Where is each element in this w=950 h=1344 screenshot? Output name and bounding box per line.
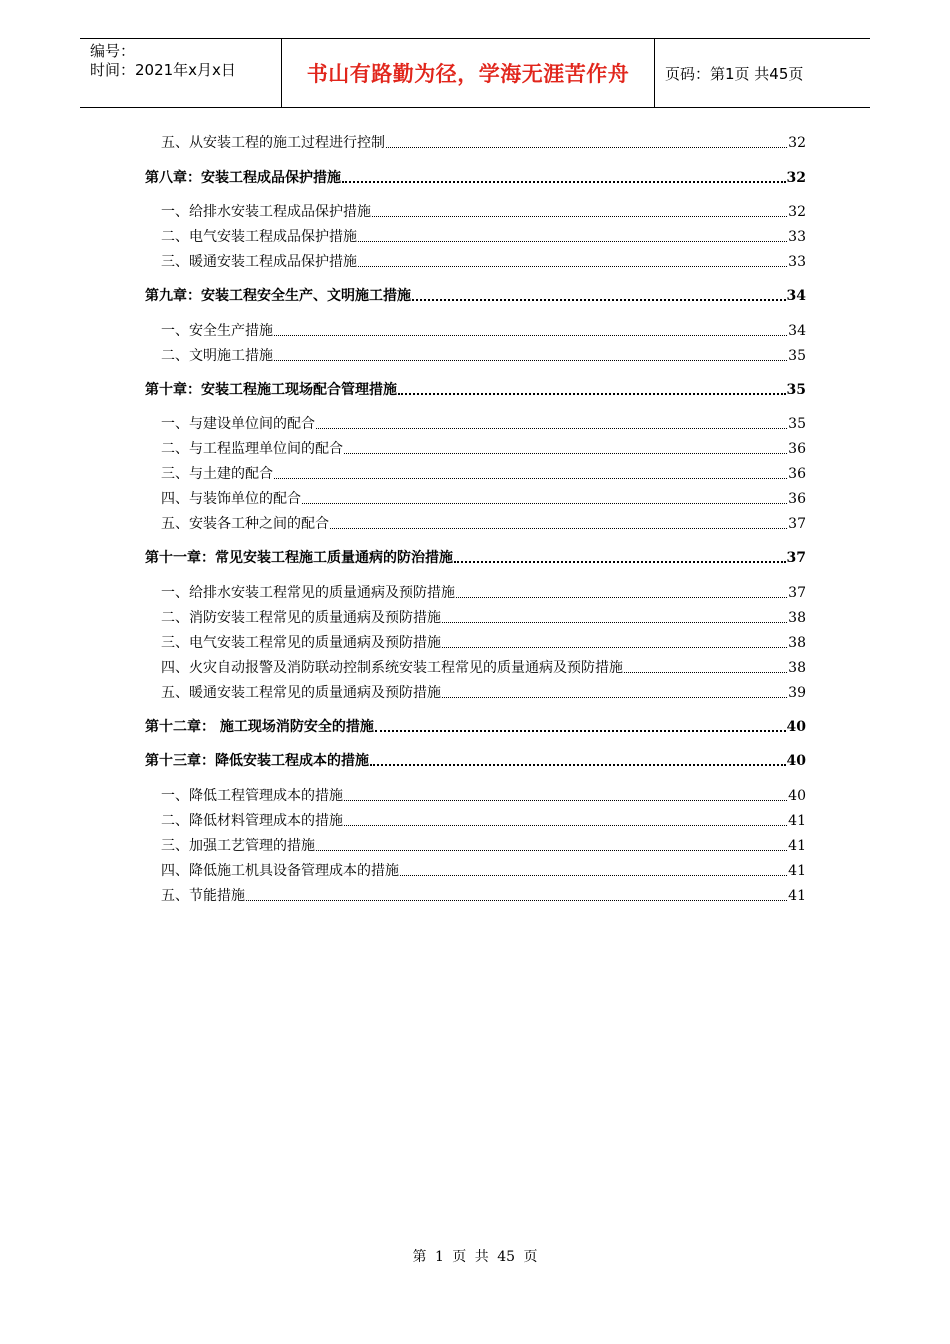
toc-dot-leader xyxy=(344,799,787,801)
toc-entry-page-number: 36 xyxy=(788,491,806,507)
toc-entry-title: 第九章：安装工程安全生产、文明施工措施 xyxy=(145,288,411,304)
toc-dot-leader xyxy=(246,899,787,901)
toc-entry-title: 第十三章：降低安装工程成本的措施 xyxy=(145,753,369,769)
toc-entry-page-number: 32 xyxy=(788,135,806,151)
toc-entry-title: 第八章：安装工程成品保护措施 xyxy=(145,170,341,186)
toc-chapter-entry[interactable] xyxy=(145,286,806,306)
toc-entry-page-number: 41 xyxy=(788,888,806,904)
toc-entry-title: 四、降低施工机具设备管理成本的措施 xyxy=(161,863,399,879)
toc-entry-title: 三、加强工艺管理的措施 xyxy=(161,838,315,854)
toc-section-entry[interactable] xyxy=(161,583,806,603)
toc-entry-title: 一、给排水安装工程成品保护措施 xyxy=(161,204,371,220)
toc-entry-page-number: 32 xyxy=(786,170,806,186)
toc-entry-page-number: 33 xyxy=(788,229,806,245)
toc-entry-title: 一、安全生产措施 xyxy=(161,323,273,339)
toc-section-entry[interactable] xyxy=(161,439,806,459)
toc-section-entry[interactable] xyxy=(161,861,806,881)
toc-entry-page-number: 38 xyxy=(788,660,806,676)
toc-entry-page-number: 41 xyxy=(788,863,806,879)
toc-entry-page-number: 33 xyxy=(788,254,806,270)
document-number-label: 编号： xyxy=(90,42,136,60)
toc-dot-leader xyxy=(344,824,787,826)
toc-dot-leader xyxy=(274,477,787,479)
toc-dot-leader xyxy=(274,359,787,361)
toc-section-entry[interactable] xyxy=(161,683,806,703)
toc-dot-leader xyxy=(398,392,786,395)
toc-section-entry[interactable] xyxy=(161,346,806,366)
toc-entry-title: 三、与土建的配合 xyxy=(161,466,273,482)
toc-dot-leader xyxy=(342,180,786,183)
toc-entry-page-number: 34 xyxy=(786,288,806,304)
toc-dot-leader xyxy=(375,729,786,732)
toc-section-entry[interactable] xyxy=(161,811,806,831)
toc-section-entry[interactable] xyxy=(161,133,806,153)
toc-entry-page-number: 40 xyxy=(788,788,806,804)
toc-entry-page-number: 36 xyxy=(788,466,806,482)
toc-entry-page-number: 38 xyxy=(788,635,806,651)
toc-section-entry[interactable] xyxy=(161,464,806,484)
toc-dot-leader xyxy=(624,671,787,673)
toc-dot-leader xyxy=(454,560,786,563)
toc-section-entry[interactable] xyxy=(161,252,806,272)
toc-section-entry[interactable] xyxy=(161,658,806,678)
toc-entry-title: 四、火灾自动报警及消防联动控制系统安装工程常见的质量通病及预防措施 xyxy=(161,660,623,676)
toc-entry-page-number: 37 xyxy=(788,585,806,601)
page-header xyxy=(80,38,870,108)
toc-entry-title: 二、与工程监理单位间的配合 xyxy=(161,441,343,457)
toc-section-entry[interactable] xyxy=(161,489,806,509)
header-page-info: 页码：第1页 共45页 xyxy=(665,64,804,83)
toc-section-entry[interactable] xyxy=(161,321,806,341)
toc-entry-title: 四、与装饰单位的配合 xyxy=(161,491,301,507)
toc-entry-title: 三、电气安装工程常见的质量通病及预防措施 xyxy=(161,635,441,651)
toc-dot-leader xyxy=(400,874,787,876)
toc-dot-leader xyxy=(316,849,787,851)
toc-dot-leader xyxy=(442,696,787,698)
toc-entry-title: 二、文明施工措施 xyxy=(161,348,273,364)
toc-entry-title: 一、降低工程管理成本的措施 xyxy=(161,788,343,804)
toc-entry-title: 五、从安装工程的施工过程进行控制 xyxy=(161,135,385,151)
toc-entry-title: 五、安装各工种之间的配合 xyxy=(161,516,329,532)
toc-entry-title: 二、消防安装工程常见的质量通病及预防措施 xyxy=(161,610,441,626)
toc-entry-page-number: 32 xyxy=(788,204,806,220)
toc-entry-title: 第十章：安装工程施工现场配合管理措施 xyxy=(145,382,397,398)
toc-dot-leader xyxy=(330,527,787,529)
toc-dot-leader xyxy=(442,621,787,623)
toc-entry-page-number: 35 xyxy=(788,416,806,432)
toc-entry-page-number: 39 xyxy=(788,685,806,701)
toc-section-entry[interactable] xyxy=(161,633,806,653)
document-date: 时间：2021年x月x日 xyxy=(90,61,236,79)
toc-entry-title: 五、节能措施 xyxy=(161,888,245,904)
toc-section-entry[interactable] xyxy=(161,227,806,247)
toc-section-entry[interactable] xyxy=(161,414,806,434)
toc-entry-title: 第十一章：常见安装工程施工质量通病的防治措施 xyxy=(145,550,453,566)
toc-chapter-entry[interactable] xyxy=(145,548,806,568)
toc-entry-title: 五、暖通安装工程常见的质量通病及预防措施 xyxy=(161,685,441,701)
toc-entry-page-number: 41 xyxy=(788,813,806,829)
toc-entry-title: 二、电气安装工程成品保护措施 xyxy=(161,229,357,245)
toc-dot-leader xyxy=(386,146,787,148)
toc-entry-page-number: 36 xyxy=(788,441,806,457)
page-footer: 第 1 页 共 45 页 xyxy=(412,1249,538,1265)
toc-chapter-entry[interactable] xyxy=(145,168,806,188)
toc-section-entry[interactable] xyxy=(161,514,806,534)
toc-entry-page-number: 37 xyxy=(788,516,806,532)
toc-chapter-entry[interactable] xyxy=(145,717,806,737)
toc-chapter-entry[interactable] xyxy=(145,380,806,400)
toc-dot-leader xyxy=(316,427,787,429)
toc-section-entry[interactable] xyxy=(161,886,806,906)
header-motto: 书山有路勤为径，学海无涯苦作舟 xyxy=(282,39,655,107)
toc-dot-leader xyxy=(358,265,787,267)
toc-dot-leader xyxy=(456,596,787,598)
toc-entry-page-number: 35 xyxy=(786,382,806,398)
toc-entry-title: 三、暖通安装工程成品保护措施 xyxy=(161,254,357,270)
toc-entry-page-number: 40 xyxy=(786,719,806,735)
toc-entry-page-number: 40 xyxy=(786,753,806,769)
toc-dot-leader xyxy=(302,502,787,504)
toc-entry-title: 二、降低材料管理成本的措施 xyxy=(161,813,343,829)
toc-section-entry[interactable] xyxy=(161,608,806,628)
toc-dot-leader xyxy=(344,452,787,454)
toc-entry-title: 一、给排水安装工程常见的质量通病及预防措施 xyxy=(161,585,455,601)
toc-entry-page-number: 35 xyxy=(788,348,806,364)
header-meta xyxy=(80,39,282,107)
toc-chapter-entry[interactable] xyxy=(145,751,806,771)
toc-entry-title: 一、与建设单位间的配合 xyxy=(161,416,315,432)
toc-entry-page-number: 41 xyxy=(788,838,806,854)
toc-entry-title: 第十二章： 施工现场消防安全的措施 xyxy=(145,719,374,735)
toc-dot-leader xyxy=(370,763,786,766)
toc-dot-leader xyxy=(358,240,787,242)
toc-entry-page-number: 34 xyxy=(788,323,806,339)
toc-entry-page-number: 38 xyxy=(788,610,806,626)
toc-section-entry[interactable] xyxy=(161,836,806,856)
toc-entry-page-number: 37 xyxy=(786,550,806,566)
toc-dot-leader xyxy=(274,334,787,336)
toc-dot-leader xyxy=(442,646,787,648)
toc-dot-leader xyxy=(412,298,786,301)
toc-dot-leader xyxy=(372,215,787,217)
toc-section-entry[interactable] xyxy=(161,202,806,222)
toc-section-entry[interactable] xyxy=(161,786,806,806)
